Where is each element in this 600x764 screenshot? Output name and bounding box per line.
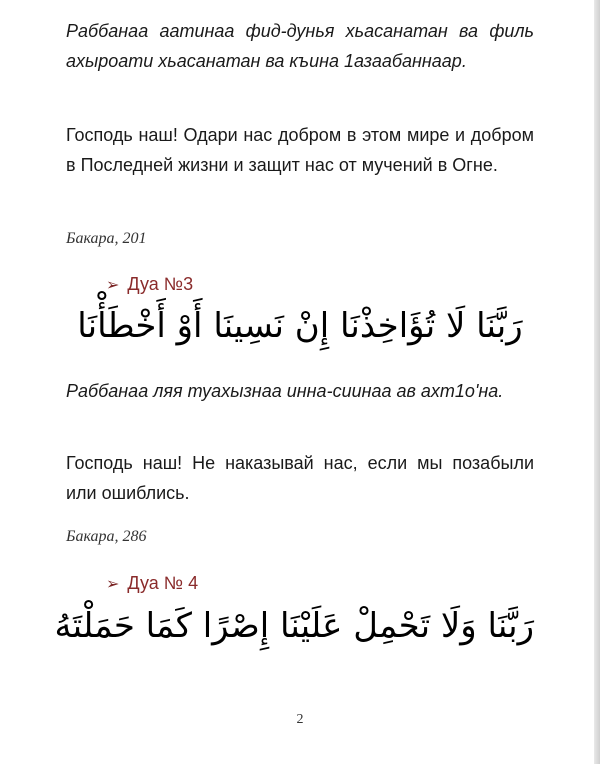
block1-translation: Господь наш! Одари нас добром в этом мире и добром в Последней жизни и защит нас от мучений в Огне. (66, 125, 534, 175)
block1-transliteration-container (66, 16, 534, 76)
dua4-arabic: رَبَّنَا وَلَا تَحْمِلْ عَلَيْنَا إِصْرًا كَمَا حَمَلْتَهُ (54, 606, 534, 646)
dua3-arabic: رَبَّنَا لَا تُؤَاخِذْنَا إِنْ نَسِينَا أَوْ أَخْطَأْنَا (77, 306, 523, 346)
dua4-heading-label: Дуа № 4 (127, 573, 199, 593)
dua3-translation-container (66, 448, 534, 508)
dua3-translation: Господь наш! Не наказывай нас, если мы позабыли или ошиблись. (66, 453, 534, 503)
dua3-transliteration-container (66, 376, 534, 406)
page-edge-shadow (594, 0, 600, 764)
block1-source-container (66, 230, 534, 248)
block1-source: Бакара, 201 (66, 230, 147, 247)
arrow-right-icon: ➢ (106, 276, 120, 294)
dua3-source: Бакара, 286 (66, 528, 147, 545)
arrow-right-icon: ➢ (106, 575, 120, 593)
dua3-transliteration: Раббанаа ляя туахызнаа инна-сиинаа ав ахт1о'на. (66, 381, 504, 401)
dua3-source-container (66, 528, 534, 546)
dua3-heading-label: Дуа №3 (127, 274, 194, 294)
page-number: 2 (296, 712, 304, 727)
block1-translation-container (66, 120, 534, 180)
dua3-heading (106, 274, 193, 295)
block1-transliteration: Раббанаа аатинаа фид-дунья хьасанатан ва филь ахыроати хьасанатан ва къина 1азаабаннаар. (66, 21, 534, 71)
dua4-heading (106, 573, 198, 594)
